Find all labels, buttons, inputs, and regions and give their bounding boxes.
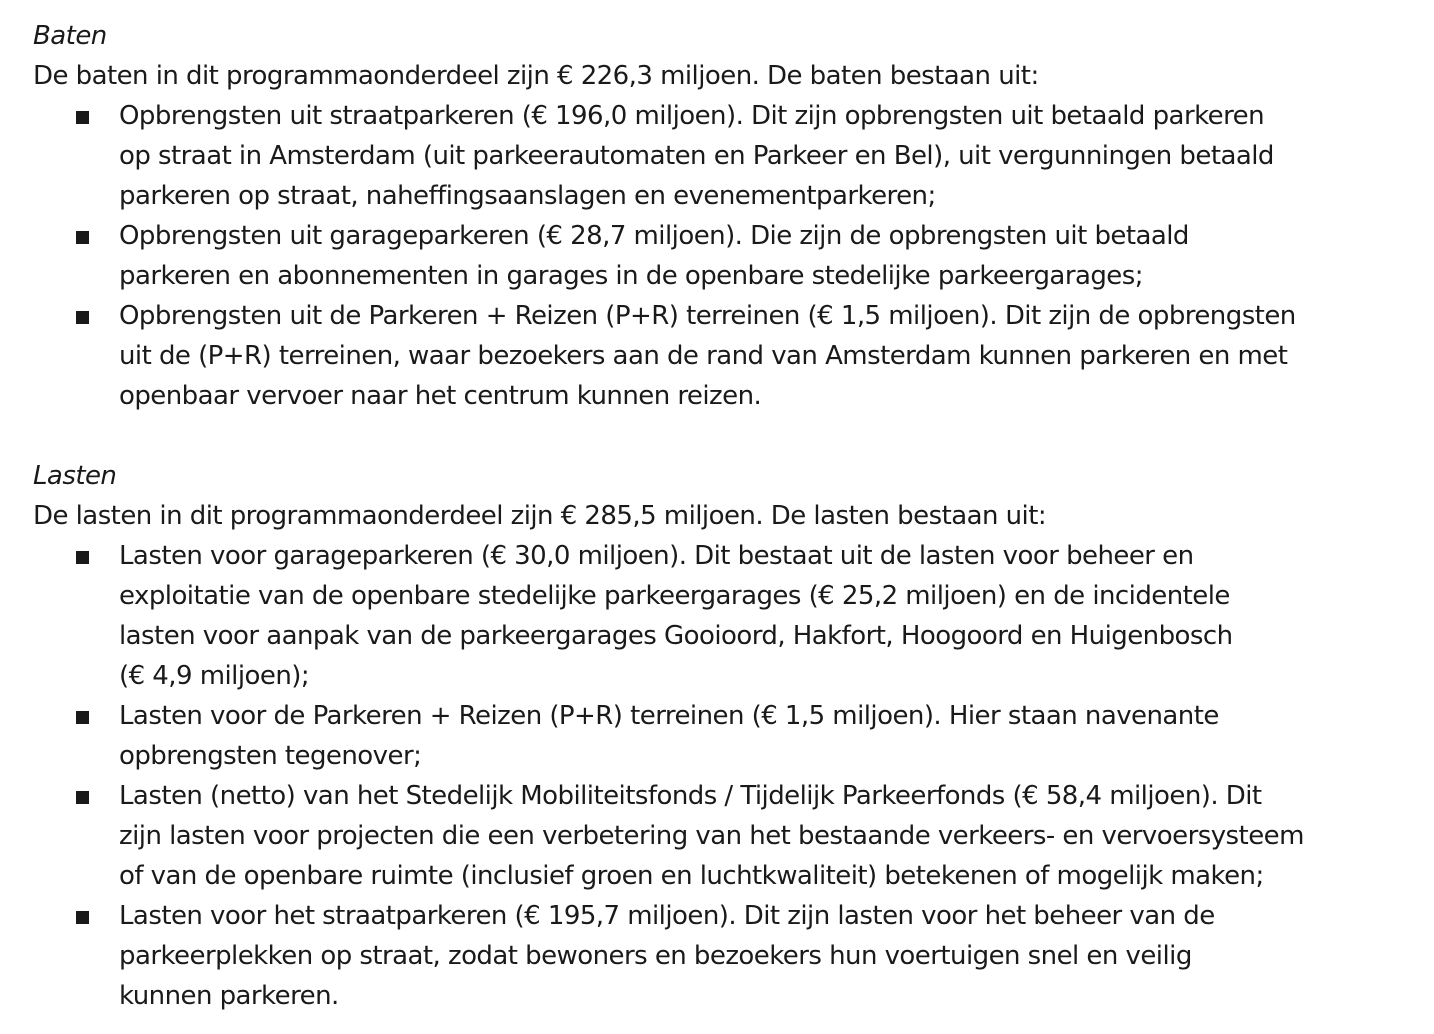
- square-bullet-icon: [76, 551, 89, 564]
- line-text: op straat in Amsterdam (uit parkeerautomaten en Parkeer en Bel), uit vergunningen betaald: [119, 141, 1274, 171]
- square-bullet-icon: [76, 711, 89, 724]
- square-bullet-icon: [76, 111, 89, 124]
- square-bullet-icon: [76, 311, 89, 324]
- list-lasten: [33, 536, 1420, 1016]
- list-baten: [33, 96, 1420, 416]
- line-text: Opbrengsten uit straatparkeren (€ 196,0 miljoen). Dit zijn opbrengsten uit betaald parkeren: [119, 101, 1265, 131]
- line-text: openbaar vervoer naar het centrum kunnen reizen.: [119, 381, 762, 411]
- square-bullet-icon: [76, 911, 89, 924]
- line-text: (€ 4,9 miljoen);: [119, 661, 310, 691]
- line-text: opbrengsten tegenover;: [119, 741, 422, 771]
- section-baten: [33, 16, 1420, 416]
- line-text: Opbrengsten uit de Parkeren + Reizen (P+R) terreinen (€ 1,5 miljoen). Dit zijn de opbrengsten: [119, 301, 1296, 331]
- line-text: of van de openbare ruimte (inclusief groen en luchtkwaliteit) betekenen of mogelijk maken;: [119, 861, 1264, 891]
- line-text: parkeren en abonnementen in garages in de openbare stedelijke parkeergarages;: [119, 261, 1143, 291]
- section-title-lasten: Lasten: [33, 461, 117, 491]
- line-text: zijn lasten voor projecten die een verbetering van het bestaande verkeers- en vervoersysteem: [119, 821, 1304, 851]
- line-text: parkeren op straat, naheffingsaanslagen en evenementparkeren;: [119, 181, 936, 211]
- intro-lasten: De lasten in dit programmaonderdeel zijn € 285,5 miljoen. De lasten bestaan uit:: [33, 501, 1047, 531]
- section-title-baten: Baten: [33, 21, 107, 51]
- square-bullet-icon: [76, 791, 89, 804]
- line-text: kunnen parkeren.: [119, 981, 339, 1011]
- list-item: [33, 896, 1420, 1016]
- section-spacer: [33, 416, 1420, 456]
- list-item: [33, 776, 1420, 896]
- list-item: [33, 296, 1420, 416]
- line-text: uit de (P+R) terreinen, waar bezoekers aan de rand van Amsterdam kunnen parkeren en met: [119, 341, 1288, 371]
- square-bullet-icon: [76, 231, 89, 244]
- line-text: Opbrengsten uit garageparkeren (€ 28,7 miljoen). Die zijn de opbrengsten uit betaald: [119, 221, 1189, 251]
- list-item: [33, 536, 1420, 696]
- line-text: Lasten (netto) van het Stedelijk Mobiliteitsfonds / Tijdelijk Parkeerfonds (€ 58,4 miljoen). Dit: [119, 781, 1262, 811]
- line-text: parkeerplekken op straat, zodat bewoners en bezoekers hun voertuigen snel en veilig: [119, 941, 1192, 971]
- line-text: lasten voor aanpak van de parkeergarages Gooioord, Hakfort, Hoogoord en Huigenbosch: [119, 621, 1233, 651]
- list-item: [33, 96, 1420, 216]
- line-text: exploitatie van de openbare stedelijke parkeergarages (€ 25,2 miljoen) en de incidentele: [119, 581, 1230, 611]
- list-item: [33, 216, 1420, 296]
- intro-baten: De baten in dit programmaonderdeel zijn € 226,3 miljoen. De baten bestaan uit:: [33, 61, 1039, 91]
- line-text: Lasten voor de Parkeren + Reizen (P+R) terreinen (€ 1,5 miljoen). Hier staan navenante: [119, 701, 1219, 731]
- list-item: [33, 696, 1420, 776]
- line-text: Lasten voor het straatparkeren (€ 195,7 miljoen). Dit zijn lasten voor het beheer van de: [119, 901, 1215, 931]
- line-text: Lasten voor garageparkeren (€ 30,0 miljoen). Dit bestaat uit de lasten voor beheer en: [119, 541, 1194, 571]
- section-lasten: [33, 456, 1420, 1016]
